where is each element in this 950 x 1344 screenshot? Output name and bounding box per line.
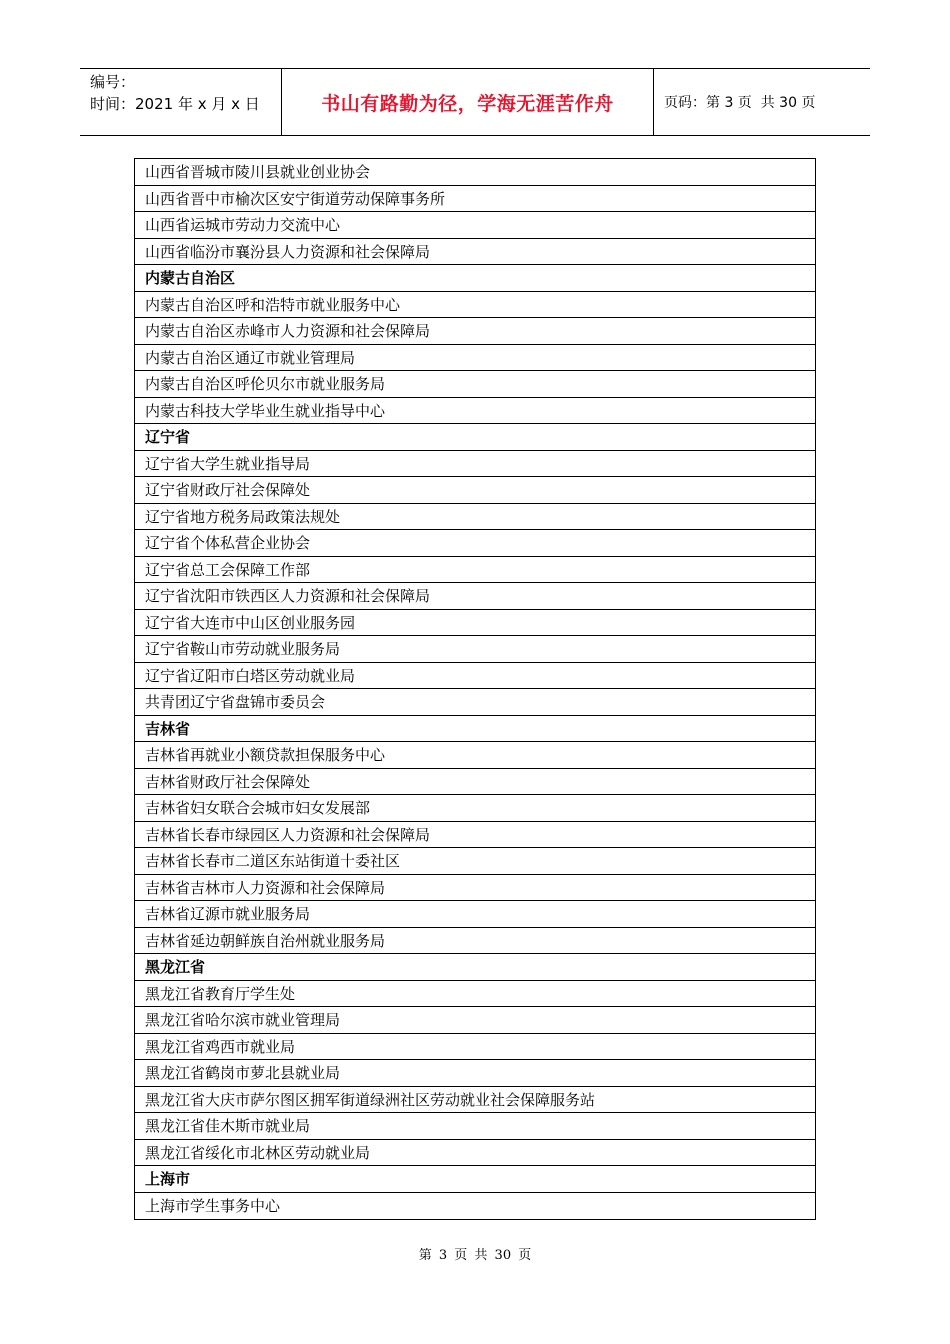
table-row: 吉林省妇女联合会城市妇女发展部 (135, 795, 815, 822)
table-section-header: 辽宁省 (135, 424, 815, 451)
table-row: 内蒙古自治区赤峰市人力资源和社会保障局 (135, 318, 815, 345)
table-row: 黑龙江省教育厅学生处 (135, 981, 815, 1008)
table-section-header: 吉林省 (135, 716, 815, 743)
table-row: 共青团辽宁省盘锦市委员会 (135, 689, 815, 716)
table-row: 辽宁省大学生就业指导局 (135, 451, 815, 478)
table-row: 内蒙古自治区呼伦贝尔市就业服务局 (135, 371, 815, 398)
document-time-label: 时间：2021 年 x 月 x 日 (90, 95, 260, 113)
table-section-header: 上海市 (135, 1166, 815, 1193)
table-row: 山西省晋中市榆次区安宁街道劳动保障事务所 (135, 186, 815, 213)
table-row: 山西省运城市劳动力交流中心 (135, 212, 815, 239)
table-row: 辽宁省个体私营企业协会 (135, 530, 815, 557)
organization-table (134, 158, 816, 1220)
header-meta (80, 69, 282, 135)
table-row: 吉林省再就业小额贷款担保服务中心 (135, 742, 815, 769)
table-row: 内蒙古科技大学毕业生就业指导中心 (135, 398, 815, 425)
page-header (80, 68, 870, 136)
table-row: 辽宁省沈阳市铁西区人力资源和社会保障局 (135, 583, 815, 610)
table-row: 吉林省辽源市就业服务局 (135, 901, 815, 928)
table-row: 辽宁省鞍山市劳动就业服务局 (135, 636, 815, 663)
table-row: 辽宁省大连市中山区创业服务园 (135, 610, 815, 637)
table-row: 辽宁省总工会保障工作部 (135, 557, 815, 584)
header-motto-cell (282, 69, 654, 135)
table-row: 黑龙江省哈尔滨市就业管理局 (135, 1007, 815, 1034)
table-row: 内蒙古自治区通辽市就业管理局 (135, 345, 815, 372)
table-row: 黑龙江省佳木斯市就业局 (135, 1113, 815, 1140)
header-page-info: 页码：第 3 页 共 30 页 (664, 95, 816, 111)
table-section-header: 内蒙古自治区 (135, 265, 815, 292)
table-row: 黑龙江省鹤岗市萝北县就业局 (135, 1060, 815, 1087)
table-row: 吉林省延边朝鲜族自治州就业服务局 (135, 928, 815, 955)
table-row: 黑龙江省绥化市北林区劳动就业局 (135, 1140, 815, 1167)
table-row: 吉林省财政厅社会保障处 (135, 769, 815, 796)
header-motto: 书山有路勤为径，学海无涯苦作舟 (321, 92, 614, 115)
table-row: 辽宁省辽阳市白塔区劳动就业局 (135, 663, 815, 690)
table-row: 黑龙江省鸡西市就业局 (135, 1034, 815, 1061)
table-row: 内蒙古自治区呼和浩特市就业服务中心 (135, 292, 815, 319)
document-number-label: 编号： (90, 73, 136, 91)
table-row: 山西省晋城市陵川县就业创业协会 (135, 159, 815, 186)
table-row: 吉林省长春市绿园区人力资源和社会保障局 (135, 822, 815, 849)
table-row: 辽宁省地方税务局政策法规处 (135, 504, 815, 531)
table-section-header: 黑龙江省 (135, 954, 815, 981)
page-footer: 第 3 页 共 30 页 (418, 1248, 532, 1263)
table-row: 吉林省长春市二道区东站街道十委社区 (135, 848, 815, 875)
table-row: 上海市学生事务中心 (145, 1196, 281, 1215)
table-row: 山西省临汾市襄汾县人力资源和社会保障局 (135, 239, 815, 266)
table-row: 辽宁省财政厅社会保障处 (135, 477, 815, 504)
table-row: 黑龙江省大庆市萨尔图区拥军街道绿洲社区劳动就业社会保障服务站 (135, 1087, 815, 1114)
table-row: 吉林省吉林市人力资源和社会保障局 (135, 875, 815, 902)
